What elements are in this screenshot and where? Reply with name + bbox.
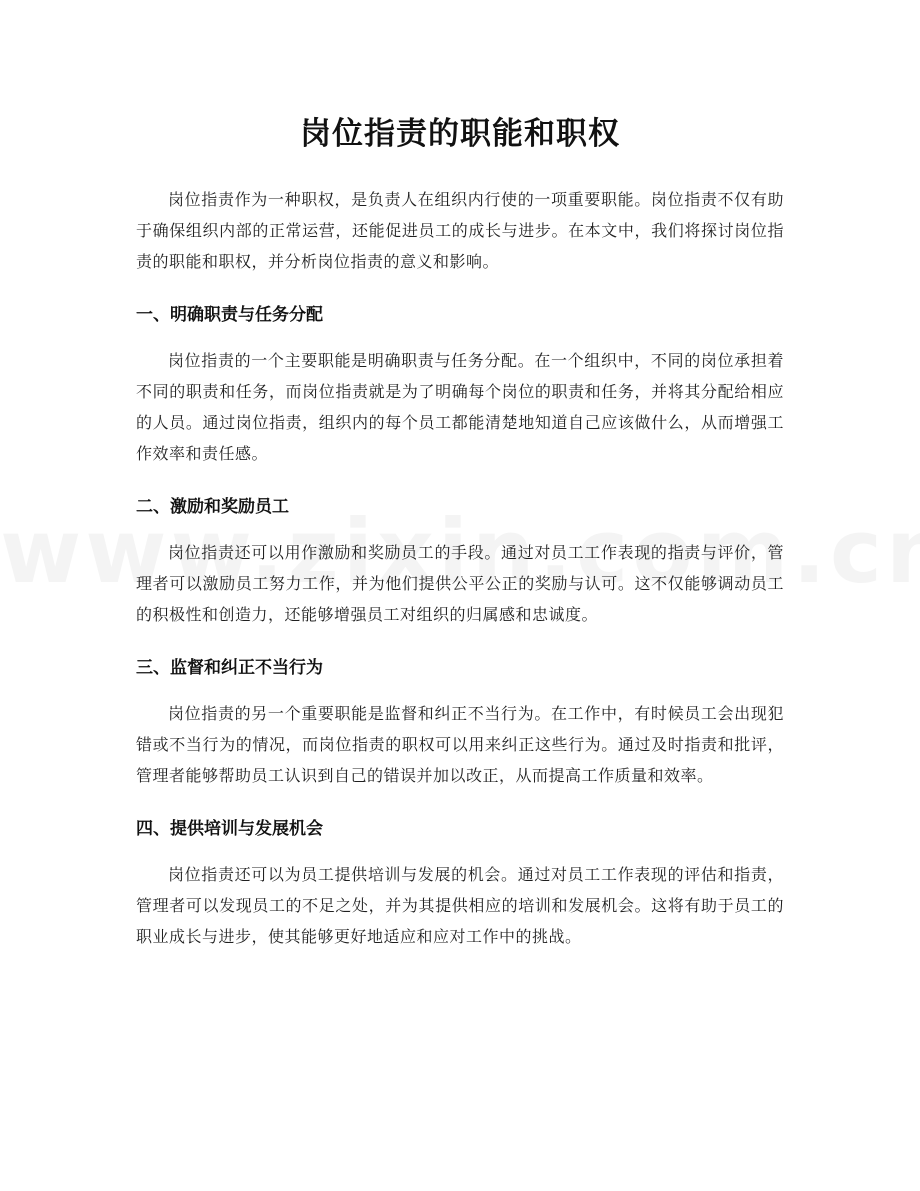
- page-title: 岗位指责的职能和职权: [300, 116, 620, 152]
- section-paragraph-3: 岗位指责的另一个重要职能是监督和纠正不当行为。在工作中，有时候员工会出现犯错或不当行为的情况，而岗位指责的职权可以用来纠正这些行为。通过及时指责和批评，管理者能够帮助员工认识到自己的错误并加以改正，从而提高工作质量和效率。: [136, 704, 784, 785]
- section-heading-3: 三、监督和纠正不当行为: [136, 658, 323, 678]
- section-paragraph-2: 岗位指责还可以用作激励和奖励员工的手段。通过对员工工作表现的指责与评价，管理者可以激励员工努力工作，并为他们提供公平公正的奖励与认可。这不仅能够调动员工的积极性和创造力，还能够增强员工对组织的归属感和忠诚度。: [136, 543, 784, 624]
- section-paragraph-4: 岗位指责还可以为员工提供培训与发展的机会。通过对员工工作表现的评估和指责，管理者可以发现员工的不足之处，并为其提供相应的培训和发展机会。这将有助于员工的职业成长与进步，使其能够更好地适应和应对工作中的挑战。: [136, 865, 784, 946]
- document-body: [136, 184, 784, 952]
- intro-paragraph: 岗位指责作为一种职权，是负责人在组织内行使的一项重要职能。岗位指责不仅有助于确保组织内部的正常运营，还能促进员工的成长与进步。在本文中，我们将探讨岗位指责的职能和职权，并分析岗位指责的意义和影响。: [136, 190, 784, 271]
- section-paragraph-1: 岗位指责的一个主要职能是明确职责与任务分配。在一个组织中，不同的岗位承担着不同的职责和任务，而岗位指责就是为了明确每个岗位的职责和任务，并将其分配给相应的人员。通过岗位指责，组织内的每个员工都能清楚地知道自己应该做什么，从而增强工作效率和责任感。: [136, 351, 784, 463]
- section-heading-4: 四、提供培训与发展机会: [136, 819, 323, 839]
- section-heading-2: 二、激励和奖励员工: [136, 497, 289, 517]
- section-heading-1: 一、明确职责与任务分配: [136, 305, 323, 325]
